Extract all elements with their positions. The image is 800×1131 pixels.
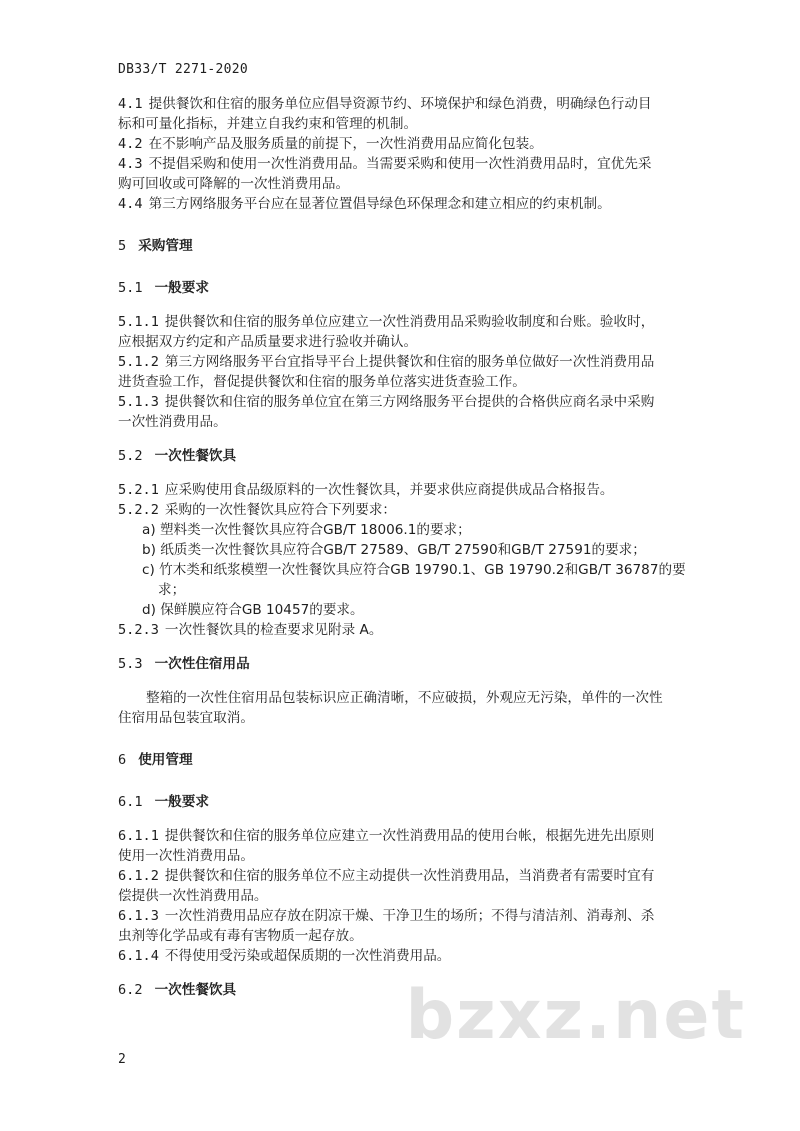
clause-4-1-line-2: 标和可量化指标，并建立自我约束和管理的机制。	[118, 116, 418, 132]
watermark-logo: bzxz.net	[405, 976, 746, 1055]
section-6-2-heading: 6.2 一次性餐饮具	[118, 982, 237, 998]
section-6-heading: 6 使用管理	[118, 752, 193, 768]
clause-5-1-1-line-2: 应根据双方约定和产品质量要求进行验收并确认。	[118, 334, 418, 350]
clause-6-1-1-line-2: 使用一次性消费用品。	[118, 848, 254, 864]
clause-5-1-3-line-2: 一次性消费用品。	[118, 414, 227, 430]
clause-6-1-2-line-1: 6.1.2 提供餐饮和住宿的服务单位不应主动提供一次性消费用品，当消费者有需要时宜有	[118, 868, 655, 884]
list-item-c-line-2: 求；	[158, 582, 186, 598]
clause-5-2-1: 5.2.1 应采购使用食品级原料的一次性餐饮具，并要求供应商提供成品合格报告。	[118, 482, 614, 498]
section-5-3-heading: 5.3 一次性住宿用品	[118, 656, 250, 672]
clause-6-1-2-line-2: 偿提供一次性消费用品。	[118, 888, 268, 904]
clause-5-1-3-line-1: 5.1.3 提供餐饮和住宿的服务单位宜在第三方网络服务平台提供的合格供应商名录中采购	[118, 394, 655, 410]
clause-6-1-3-line-2: 虫剂等化学品或有毒有害物质一起存放。	[118, 928, 363, 944]
clause-4-4: 4.4 第三方网络服务平台应在显著位置倡导绿色环保理念和建立相应的约束机制。	[118, 196, 611, 212]
section-6-1-heading: 6.1 一般要求	[118, 794, 209, 810]
clause-4-1-line-1: 4.1 提供餐饮和住宿的服务单位应倡导资源节约、环境保护和绿色消费，明确绿色行动目	[118, 96, 652, 112]
section-5-heading: 5 采购管理	[118, 238, 193, 254]
section-5-2-heading: 5.2 一次性餐饮具	[118, 448, 237, 464]
clause-6-1-1-line-1: 6.1.1 提供餐饮和住宿的服务单位应建立一次性消费用品的使用台帐，根据先进先出原则	[118, 828, 655, 844]
clause-5-2-3: 5.2.3 一次性餐饮具的检查要求见附录 A。	[118, 622, 383, 638]
clause-5-1-2-line-1: 5.1.2 第三方网络服务平台宜指导平台上提供餐饮和住宿的服务单位做好一次性消费用品	[118, 354, 655, 370]
clause-4-3-line-1: 4.3 不提倡采购和使用一次性消费用品。当需要采购和使用一次性消费用品时，宜优先采	[118, 156, 652, 172]
clause-6-1-4: 6.1.4 不得使用受污染或超保质期的一次性消费用品。	[118, 948, 451, 964]
clause-5-1-1-line-1: 5.1.1 提供餐饮和住宿的服务单位应建立一次性消费用品采购验收制度和台账。验收时，	[118, 314, 655, 330]
page-number: 2	[118, 1052, 126, 1067]
sec4-list	[118, 94, 693, 214]
section-5-1-heading: 5.1 一般要求	[118, 280, 209, 296]
list-item-c-line-1: c) 竹木类和纸浆模塑一次性餐饮具应符合GB 19790.1、GB 19790.2和GB/T 36787的要	[142, 562, 686, 578]
list-item-a: a) 塑料类一次性餐饮具应符合GB/T 18006.1的要求；	[142, 522, 471, 538]
clause-5-2-2: 5.2.2 采购的一次性餐饮具应符合下列要求：	[118, 502, 397, 518]
clause-5-1-2-line-2: 进货查验工作，督促提供餐饮和住宿的服务单位落实进货查验工作。	[118, 374, 526, 390]
list-item-d: d) 保鲜膜应符合GB 10457的要求。	[142, 602, 364, 618]
document-body	[118, 94, 693, 1000]
clause-5-3-line-2: 住宿用品包装宜取消。	[118, 710, 254, 726]
clause-4-3-line-2: 购可回收或可降解的一次性消费用品。	[118, 176, 350, 192]
document-code: DB33/T 2271-2020	[118, 62, 249, 77]
list-item-b: b) 纸质类一次性餐饮具应符合GB/T 27589、GB/T 27590和GB/T 27591的要求；	[142, 542, 646, 558]
clause-4-2: 4.2 在不影响产品及服务质量的前提下，一次性消费用品应简化包装。	[118, 136, 543, 152]
clause-5-3-line-1: 整箱的一次性住宿用品包装标识应正确清晰，不应破损，外观应无污染，单件的一次性	[146, 690, 663, 706]
clause-6-1-3-line-1: 6.1.3 一次性消费用品应存放在阴凉干燥、干净卫生的场所；不得与清洁剂、消毒剂、杀	[118, 908, 655, 924]
